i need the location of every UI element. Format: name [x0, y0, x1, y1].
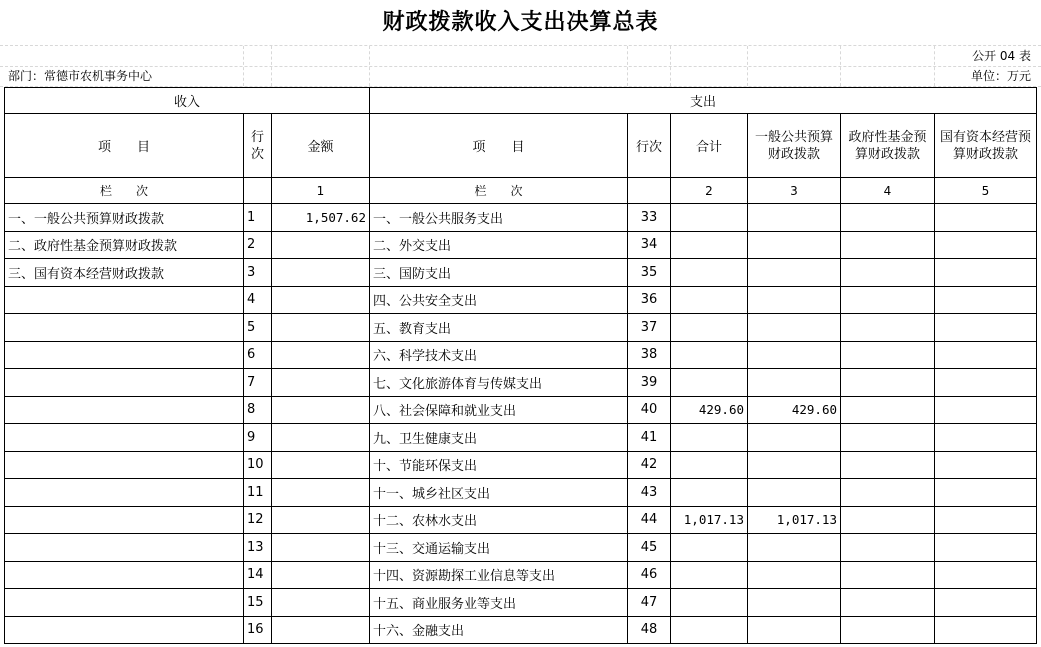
grid-line	[840, 46, 841, 86]
table-row	[5, 204, 1037, 232]
expense-item-cell[interactable]: 十一、城乡社区支出	[370, 479, 628, 507]
income-item-cell[interactable]	[5, 451, 244, 479]
expense-item-cell[interactable]: 二、外交支出	[370, 231, 628, 259]
expense-line-cell[interactable]: 33	[628, 204, 671, 232]
expense-item-cell[interactable]: 一、一般公共服务支出	[370, 204, 628, 232]
total-cell[interactable]	[671, 286, 748, 314]
general-index: 3	[748, 178, 841, 204]
income-item-cell[interactable]	[5, 534, 244, 562]
state-capital-cell[interactable]	[935, 424, 1037, 452]
table-row	[5, 451, 1037, 479]
general-budget-cell[interactable]	[748, 561, 841, 589]
expense-line-cell[interactable]: 47	[628, 589, 671, 617]
grid-line	[369, 46, 370, 86]
general-budget-cell[interactable]	[748, 369, 841, 397]
expense-item-cell[interactable]: 三、国防支出	[370, 259, 628, 287]
income-line-cell[interactable]: 7	[244, 369, 272, 397]
gov-fund-cell[interactable]	[841, 396, 935, 424]
state-capital-cell[interactable]	[935, 231, 1037, 259]
total-cell[interactable]: 1,017.13	[671, 506, 748, 534]
income-line-cell[interactable]: 6	[244, 341, 272, 369]
state-capital-cell[interactable]	[935, 259, 1037, 287]
expense-line-cell[interactable]: 40	[628, 396, 671, 424]
income-group-header: 收入	[5, 88, 370, 114]
general-budget-cell[interactable]	[748, 341, 841, 369]
state-capital-cell[interactable]	[935, 616, 1037, 644]
department-label: 部门：常德市农机事务中心	[8, 69, 153, 83]
general-budget-cell[interactable]: 1,017.13	[748, 506, 841, 534]
gov-fund-header: 政府性基金预算财政拨款	[841, 114, 935, 178]
state-capital-cell[interactable]	[935, 451, 1037, 479]
general-budget-cell[interactable]	[748, 616, 841, 644]
income-item-cell[interactable]	[5, 616, 244, 644]
expense-item-cell[interactable]: 六、科学技术支出	[370, 341, 628, 369]
gov-fund-cell[interactable]	[841, 506, 935, 534]
general-budget-cell[interactable]	[748, 534, 841, 562]
income-item-cell[interactable]	[5, 314, 244, 342]
total-cell[interactable]	[671, 534, 748, 562]
expense-item-cell[interactable]: 八、社会保障和就业支出	[370, 396, 628, 424]
expense-item-cell[interactable]: 五、教育支出	[370, 314, 628, 342]
gov-fund-cell[interactable]	[841, 479, 935, 507]
income-index-label: 栏 次	[5, 178, 244, 204]
expense-line-cell[interactable]: 34	[628, 231, 671, 259]
state-capital-cell[interactable]	[935, 589, 1037, 617]
income-item-cell[interactable]	[5, 369, 244, 397]
income-item-cell[interactable]: 三、国有资本经营财政拨款	[5, 259, 244, 287]
table-row	[5, 589, 1037, 617]
expense-item-header: 项 目	[370, 114, 628, 178]
total-cell[interactable]	[671, 424, 748, 452]
state-capital-cell[interactable]	[935, 341, 1037, 369]
income-amount-cell[interactable]	[272, 341, 370, 369]
table-row	[5, 561, 1037, 589]
income-item-cell[interactable]	[5, 479, 244, 507]
expense-line-header: 行次	[628, 114, 671, 178]
table-body	[5, 204, 1037, 644]
income-line-cell[interactable]: 13	[244, 534, 272, 562]
income-item-cell[interactable]: 二、政府性基金预算财政拨款	[5, 231, 244, 259]
table-row	[5, 479, 1037, 507]
income-amount-cell[interactable]	[272, 479, 370, 507]
table-row	[5, 534, 1037, 562]
gov-fund-cell[interactable]	[841, 259, 935, 287]
income-amount-cell[interactable]	[272, 451, 370, 479]
total-cell[interactable]	[671, 451, 748, 479]
income-amount-cell[interactable]	[272, 589, 370, 617]
grid-line	[934, 46, 935, 86]
income-amount-cell[interactable]	[272, 314, 370, 342]
income-amount-cell[interactable]	[272, 259, 370, 287]
expense-line-cell[interactable]: 45	[628, 534, 671, 562]
income-item-cell[interactable]: 一、一般公共预算财政拨款	[5, 204, 244, 232]
grid-line	[0, 66, 1041, 67]
expense-line-cell[interactable]: 36	[628, 286, 671, 314]
income-line-cell[interactable]: 10	[244, 451, 272, 479]
gov-fund-cell[interactable]	[841, 314, 935, 342]
state-capital-cell[interactable]	[935, 204, 1037, 232]
gov-fund-cell[interactable]	[841, 204, 935, 232]
grid-line	[243, 46, 244, 86]
general-budget-cell[interactable]	[748, 314, 841, 342]
income-amount-cell[interactable]	[272, 396, 370, 424]
table-row	[5, 506, 1037, 534]
state-capital-header: 国有资本经营预算财政拨款	[935, 114, 1037, 178]
state-capital-cell[interactable]	[935, 561, 1037, 589]
general-budget-cell[interactable]	[748, 479, 841, 507]
table-row	[5, 369, 1037, 397]
income-line-header: 行次	[244, 114, 272, 178]
expense-line-cell[interactable]: 38	[628, 341, 671, 369]
expense-item-cell[interactable]: 九、卫生健康支出	[370, 424, 628, 452]
income-amount-cell[interactable]	[272, 231, 370, 259]
total-index: 2	[671, 178, 748, 204]
state-capital-cell[interactable]	[935, 534, 1037, 562]
table-row	[5, 314, 1037, 342]
state-capital-cell[interactable]	[935, 369, 1037, 397]
gov-fund-cell[interactable]	[841, 561, 935, 589]
income-amount-cell[interactable]	[272, 506, 370, 534]
general-budget-cell[interactable]: 429.60	[748, 396, 841, 424]
gov-fund-cell[interactable]	[841, 286, 935, 314]
budget-table	[4, 87, 1037, 644]
income-item-header: 项 目	[5, 114, 244, 178]
table-row	[5, 396, 1037, 424]
table-row	[5, 286, 1037, 314]
gov-fund-cell[interactable]	[841, 616, 935, 644]
income-amount-cell[interactable]	[272, 616, 370, 644]
expense-index-blank	[628, 178, 671, 204]
report-title: 财政拨款收入支出决算总表	[382, 9, 659, 35]
gov-fund-cell[interactable]	[841, 424, 935, 452]
income-amount-cell[interactable]	[272, 534, 370, 562]
income-line-cell[interactable]: 5	[244, 314, 272, 342]
income-amount-header: 金额	[272, 114, 370, 178]
expense-line-cell[interactable]: 42	[628, 451, 671, 479]
income-line-cell[interactable]: 14	[244, 561, 272, 589]
income-item-cell[interactable]	[5, 341, 244, 369]
total-cell[interactable]: 429.60	[671, 396, 748, 424]
income-item-cell[interactable]	[5, 561, 244, 589]
state-capital-cell[interactable]	[935, 314, 1037, 342]
expense-item-cell[interactable]: 四、公共安全支出	[370, 286, 628, 314]
capital-index: 5	[935, 178, 1037, 204]
gov-fund-cell[interactable]	[841, 369, 935, 397]
income-line-cell[interactable]: 9	[244, 424, 272, 452]
expense-index-label: 栏 次	[370, 178, 628, 204]
table-row	[5, 424, 1037, 452]
income-amount-index: 1	[272, 178, 370, 204]
expense-line-cell[interactable]: 46	[628, 561, 671, 589]
income-item-cell[interactable]	[5, 589, 244, 617]
gov-fund-cell[interactable]	[841, 534, 935, 562]
total-cell[interactable]	[671, 341, 748, 369]
state-capital-cell[interactable]	[935, 506, 1037, 534]
total-cell[interactable]	[671, 314, 748, 342]
total-cell[interactable]	[671, 479, 748, 507]
income-line-cell[interactable]: 11	[244, 479, 272, 507]
general-budget-cell[interactable]	[748, 204, 841, 232]
total-cell[interactable]	[671, 561, 748, 589]
income-amount-cell[interactable]: 1,507.62	[272, 204, 370, 232]
income-amount-cell[interactable]	[272, 561, 370, 589]
expense-line-cell[interactable]: 37	[628, 314, 671, 342]
income-amount-cell[interactable]	[272, 424, 370, 452]
income-line-cell[interactable]: 16	[244, 616, 272, 644]
general-budget-cell[interactable]	[748, 589, 841, 617]
gov-fund-cell[interactable]	[841, 589, 935, 617]
income-item-cell[interactable]	[5, 286, 244, 314]
general-budget-cell[interactable]	[748, 259, 841, 287]
expense-line-cell[interactable]: 35	[628, 259, 671, 287]
fund-index: 4	[841, 178, 935, 204]
general-budget-cell[interactable]	[748, 286, 841, 314]
expense-item-cell[interactable]: 十六、金融支出	[370, 616, 628, 644]
expense-item-cell[interactable]: 十二、农林水支出	[370, 506, 628, 534]
income-line-cell[interactable]: 2	[244, 231, 272, 259]
general-budget-cell[interactable]	[748, 451, 841, 479]
unit-label: 单位：万元	[970, 69, 1031, 83]
income-line-cell[interactable]: 4	[244, 286, 272, 314]
gov-fund-cell[interactable]	[841, 451, 935, 479]
table-row	[5, 231, 1037, 259]
expense-item-cell[interactable]: 十四、资源勘探工业信息等支出	[370, 561, 628, 589]
general-budget-header: 一般公共预算财政拨款	[748, 114, 841, 178]
expense-item-cell[interactable]: 七、文化旅游体育与传媒支出	[370, 369, 628, 397]
expense-group-header: 支出	[370, 88, 1037, 114]
form-number: 公开 04 表	[972, 49, 1031, 63]
expense-item-cell[interactable]: 十、节能环保支出	[370, 451, 628, 479]
table-row	[5, 616, 1037, 644]
general-budget-cell[interactable]	[748, 231, 841, 259]
income-line-cell[interactable]: 12	[244, 506, 272, 534]
income-line-cell[interactable]: 3	[244, 259, 272, 287]
expense-line-cell[interactable]: 44	[628, 506, 671, 534]
income-amount-cell[interactable]	[272, 286, 370, 314]
total-cell[interactable]	[671, 231, 748, 259]
table-row	[5, 259, 1037, 287]
state-capital-cell[interactable]	[935, 286, 1037, 314]
total-cell[interactable]	[671, 369, 748, 397]
expense-item-cell[interactable]: 十五、商业服务业等支出	[370, 589, 628, 617]
gov-fund-cell[interactable]	[841, 341, 935, 369]
income-amount-cell[interactable]	[272, 369, 370, 397]
general-budget-cell[interactable]	[748, 424, 841, 452]
income-index-blank	[244, 178, 272, 204]
total-cell[interactable]	[671, 259, 748, 287]
expense-item-cell[interactable]: 十三、交通运输支出	[370, 534, 628, 562]
expense-line-cell[interactable]: 39	[628, 369, 671, 397]
expense-line-cell[interactable]: 41	[628, 424, 671, 452]
table-row	[5, 341, 1037, 369]
grid-line	[627, 46, 628, 86]
income-line-cell[interactable]: 1	[244, 204, 272, 232]
expense-line-cell[interactable]: 43	[628, 479, 671, 507]
grid-line	[271, 46, 272, 86]
total-header: 合计	[671, 114, 748, 178]
grid-line	[747, 46, 748, 86]
gov-fund-cell[interactable]	[841, 231, 935, 259]
total-cell[interactable]	[671, 616, 748, 644]
state-capital-cell[interactable]	[935, 396, 1037, 424]
income-item-cell[interactable]	[5, 396, 244, 424]
income-item-cell[interactable]	[5, 506, 244, 534]
total-cell[interactable]	[671, 204, 748, 232]
expense-line-cell[interactable]: 48	[628, 616, 671, 644]
grid-line	[670, 46, 671, 86]
income-line-cell[interactable]: 8	[244, 396, 272, 424]
income-item-cell[interactable]	[5, 424, 244, 452]
total-cell[interactable]	[671, 589, 748, 617]
income-line-cell[interactable]: 15	[244, 589, 272, 617]
state-capital-cell[interactable]	[935, 479, 1037, 507]
